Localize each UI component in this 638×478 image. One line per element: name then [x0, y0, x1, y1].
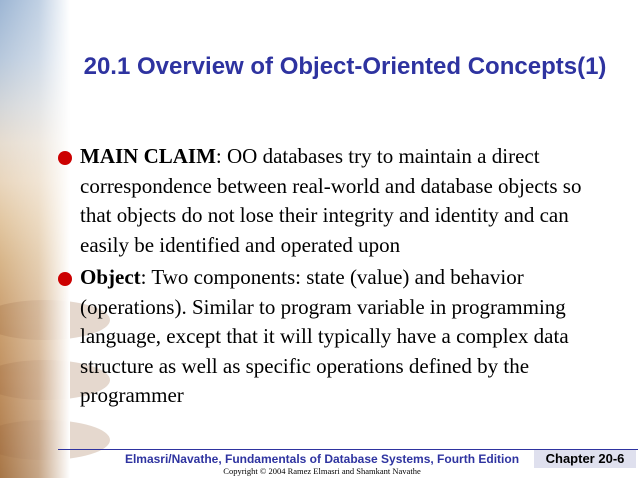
bullet-text: : Two components: state (value) and behavior (operations). Similar to program variable in programming language, except that it will typically have a complex data structure as well as specific operations defined by the programmer [80, 265, 569, 407]
bullet-main-claim [58, 142, 618, 260]
bullet-term: MAIN CLAIM [80, 144, 216, 168]
bullet-list [58, 142, 618, 414]
bullet-dot-icon [58, 151, 72, 165]
bullet-object [58, 263, 618, 411]
bullet-dot-icon [58, 272, 72, 286]
bullet-term: Object [80, 265, 141, 289]
footer-book-citation: Elmasri/Navathe, Fundamentals of Database Systems, Fourth Edition [124, 452, 520, 466]
slide-title: 20.1 Overview of Object-Oriented Concepts(1) [83, 53, 607, 80]
bullet-text: : OO databases try to maintain a direct correspondence between real-world and database objects so that objects do not lose their integrity and identity and can easily be identified and operated upon [80, 144, 582, 257]
chapter-badge: Chapter 20-6 [534, 450, 636, 468]
footer-copyright: Copyright © 2004 Ramez Elmasri and Shamkant Navathe [223, 466, 421, 476]
